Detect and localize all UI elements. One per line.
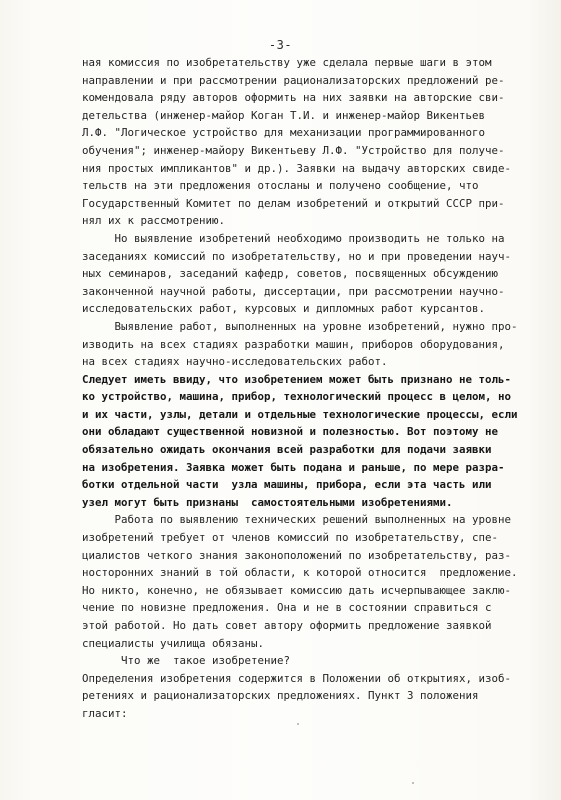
text-line: Но выявление изобретений необходимо производить не только на (82, 231, 505, 245)
text-line: они обладают существенной новизной и полезностью. Вот поэтому не (82, 425, 499, 439)
text-line: ных семинаров, заседаний кафедр, советов, посвященных обсуждению (82, 267, 499, 281)
text-line: изводить на всех стадиях разработки машин, приборов оборудования, (82, 337, 505, 351)
text-line: Но никто, конечно, не обязывает комиссию дать исчерпывающее заклю- (82, 583, 512, 597)
text-line: направлении и при рассмотрении рационализаторских предложений ре- (82, 73, 505, 87)
text-line: чение по новизне предложения. Она и не в состоянии справиться с (82, 601, 492, 615)
text-line: Государственный Комитет по делам изобретений и открытий СССР при- (82, 196, 505, 210)
text-line: ко устройство, машина, прибор, технологический процесс в целом, но (82, 390, 512, 404)
text-line: Следует иметь ввиду, что изобретением может быть признано не толь- (82, 372, 512, 386)
text-line: Работа по выявлению технических решений выполненных на уровне (82, 513, 512, 527)
text-line: Л.Ф. "Логическое устройство для механизации программированного (82, 126, 486, 140)
paper-speck (297, 723, 299, 725)
paper-speck (412, 782, 414, 784)
text-line: ботки отдельной части узла машины, прибора, если эта часть или (82, 478, 492, 492)
text-line: на изобретения. Заявка может быть подана и раньше, по мере разра- (82, 460, 505, 474)
text-line: тельств на эти предложения отосланы и получено сообщение, что (82, 179, 479, 193)
text-line: носторонних знаний в той области, к которой относится предложение. (82, 566, 518, 580)
text-line: и их части, узлы, детали и отдельные технологические процессы, если (82, 407, 518, 421)
text-line: детельства (инженер-майор Коган Т.И. и инженер-майор Викентьев (82, 108, 486, 122)
text-line: на всех стадиях научно-исследовательских работ. (82, 355, 388, 369)
text-line: законченной научной работы, диссертации, при рассмотрении научно- (82, 284, 505, 298)
text-line: обучения"; инженер-майору Викентьеву Л.Ф. "Устройство для получе- (82, 143, 505, 157)
text-line: ния простых импликантов" и др.). Заявки на выдачу авторских свиде- (82, 161, 512, 175)
text-line: ная комиссия по изобретательству уже сделала первые шаги в этом (82, 56, 492, 69)
text-line: узел могут быть признаны самостоятельными изобретениями. (82, 495, 453, 509)
text-line: циалистов четкого знания законоположений по изобретательству, раз- (82, 548, 512, 562)
text-line: изобретений требует от членов комиссий по изобретательству, спе- (82, 531, 499, 545)
text-line: Определения изобретения содержится в Положении об открытиях, изоб- (82, 671, 512, 685)
text-line: Выявление работ, выполненных на уровне изобретений, нужно про- (82, 319, 518, 333)
page-number: -3- (268, 38, 293, 52)
text-line: Что же такое изобретение? (82, 654, 291, 668)
body-text (82, 54, 561, 723)
text-line: заседаниях комиссий по изобретательству, но и при проведении науч- (82, 249, 512, 263)
text-line: нял их к рассмотрению. (82, 214, 226, 228)
text-line: комендовала ряду авторов оформить на них заявки на авторские сви- (82, 91, 505, 105)
text-line: исследовательских работ, курсовых и дипломных работ курсантов. (82, 302, 486, 316)
text-line: этой работой. Но дать совет автору оформить предложение заявкой (82, 619, 492, 632)
text-line: специалисты училища обязаны. (82, 636, 265, 650)
text-line: обязательно ожидать окончания всей разработки для подачи заявки (82, 443, 492, 457)
text-line: ретениях и рационализаторских предложениях. Пункт 3 положения (82, 689, 479, 703)
text-line: гласит: (82, 706, 128, 720)
